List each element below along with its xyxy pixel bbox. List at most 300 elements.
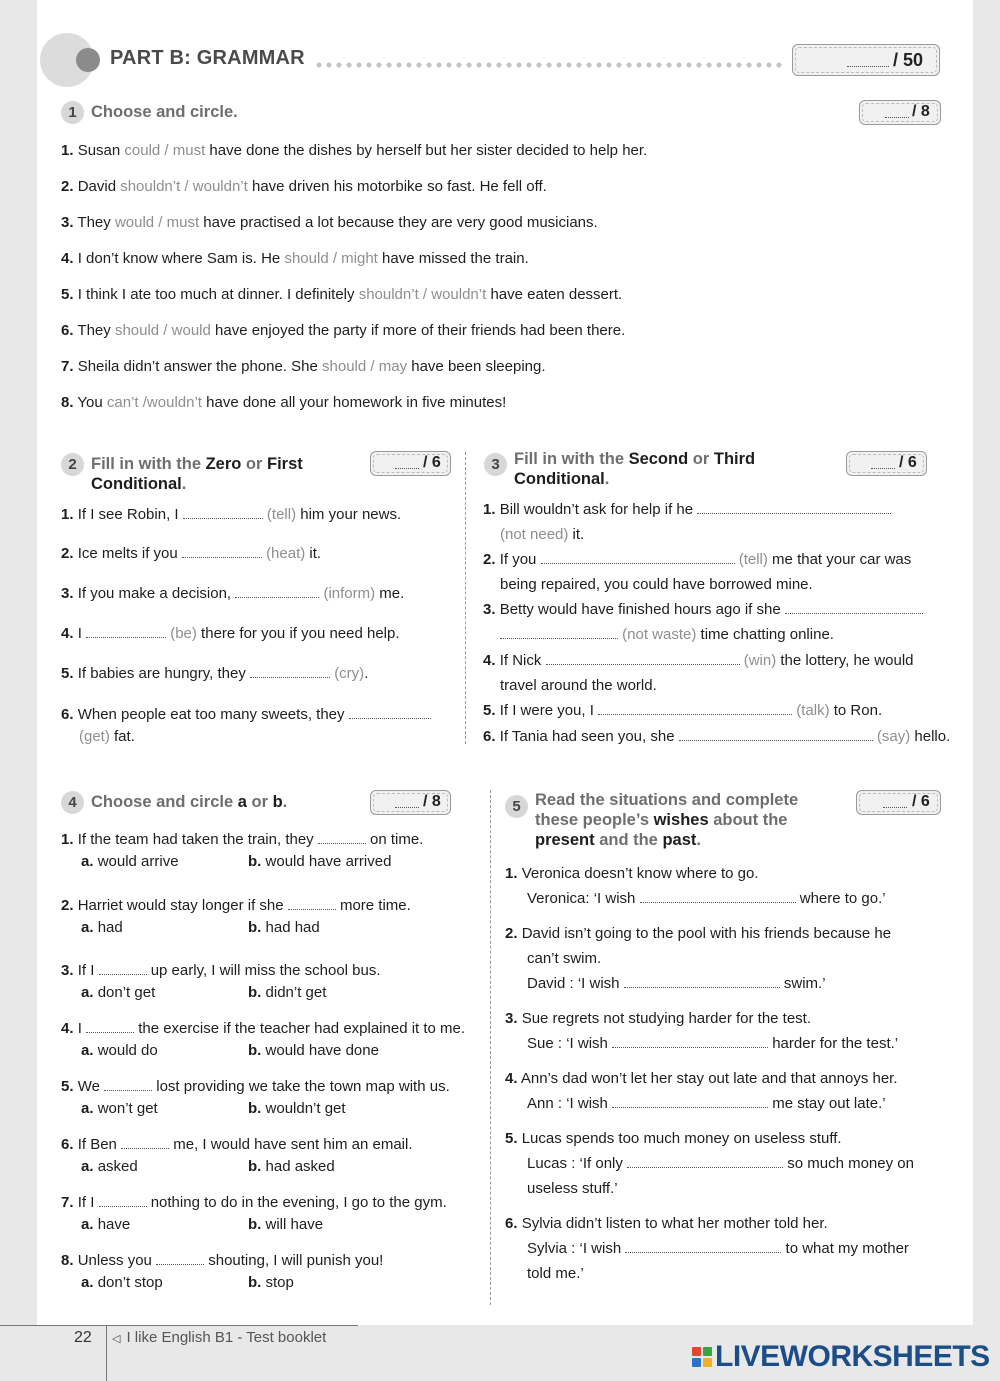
text: swim.’	[779, 975, 826, 992]
exercise-4-item	[61, 831, 423, 848]
text: 2.	[483, 551, 496, 568]
text: Ann’s dad won’t let her stay out late and that annoys her.	[520, 1070, 898, 1087]
answer-blank[interactable]	[250, 666, 330, 678]
option-text: would do	[97, 1042, 158, 1059]
exercise-5-line	[527, 1035, 898, 1052]
item-number: 3.	[61, 585, 74, 602]
answer-blank[interactable]	[182, 546, 262, 558]
option-letter: b.	[248, 1158, 262, 1175]
option-text: didn’t get	[265, 984, 327, 1001]
option-letter: a.	[81, 853, 94, 870]
score-max: / 50	[893, 50, 924, 70]
text: or	[688, 450, 714, 468]
answer-blank[interactable]	[640, 891, 796, 903]
exercise-5-line	[505, 1215, 828, 1232]
item-number: 2.	[61, 178, 74, 195]
option-text: stop	[265, 1274, 294, 1291]
option-text: have	[97, 1216, 131, 1233]
exercise-5-line	[505, 865, 759, 882]
section-1-title: Choose and circle.	[91, 103, 238, 121]
item-text: have driven his motorbike so fast. He fell off.	[247, 178, 547, 195]
item-text: more time.	[335, 897, 411, 914]
item-number: 4.	[61, 625, 74, 642]
section-2-score-box	[370, 451, 451, 476]
option-letter: a.	[81, 1158, 94, 1175]
section-2-title	[91, 454, 351, 494]
answer-blank[interactable]	[612, 1036, 768, 1048]
item-choice-options[interactable]: shouldn’t / wouldn’t	[120, 178, 248, 195]
option-a[interactable]	[81, 919, 123, 936]
footer-divider	[106, 1325, 107, 1381]
option-a[interactable]	[81, 1216, 130, 1233]
answer-blank[interactable]	[99, 1195, 147, 1207]
item-number: 2.	[61, 897, 74, 914]
triangle-left-icon: ◁	[112, 1333, 121, 1345]
text: can’t swim.	[527, 950, 602, 967]
item-number: 3.	[61, 962, 74, 979]
text: .	[181, 475, 187, 493]
item-number: 7.	[61, 1194, 74, 1211]
answer-blank[interactable]	[625, 1241, 781, 1253]
text: Sue regrets not studying harder for the test.	[521, 1010, 812, 1027]
section-4-number: 4	[61, 791, 84, 814]
answer-blank[interactable]	[104, 1079, 152, 1091]
item-choice-options[interactable]: should / would	[114, 322, 211, 339]
option-a[interactable]	[81, 984, 155, 1001]
text: I like English B1 - Test booklet	[126, 1329, 327, 1346]
option-text: would have arrived	[265, 853, 392, 870]
answer-blank[interactable]	[627, 1156, 783, 1168]
item-number: 5.	[505, 1130, 518, 1147]
option-letter: b.	[248, 919, 262, 936]
exercise-3-line	[483, 702, 882, 719]
exercise-4-item	[61, 897, 411, 914]
text: If I were you, I	[499, 702, 599, 719]
score-max: / 8	[912, 103, 930, 120]
logo-square-3	[692, 1358, 701, 1367]
option-a[interactable]	[81, 1274, 163, 1291]
exercise-5-line	[505, 925, 891, 942]
bold-keyword: past	[662, 831, 697, 849]
verb-hint: (heat)	[266, 545, 306, 562]
text: 4.	[483, 652, 496, 669]
exercise-1-item	[61, 286, 622, 303]
text: me stay out late.’	[768, 1095, 886, 1112]
option-b[interactable]	[248, 1274, 294, 1291]
answer-blank[interactable]	[156, 1253, 204, 1265]
text: Bill wouldn’t ask for help if he	[499, 501, 698, 518]
option-letter: a.	[81, 919, 94, 936]
exercise-4-item	[61, 962, 381, 979]
text: Sylvia didn’t listen to what her mother told her.	[521, 1215, 828, 1232]
item-choice-options[interactable]: should / might	[284, 250, 378, 267]
text: harder for the test.’	[768, 1035, 899, 1052]
exercise-3-line	[483, 501, 891, 518]
answer-blank[interactable]	[697, 502, 891, 514]
item-text: When people eat too many sweets, they	[77, 706, 349, 723]
section-5-score-box	[856, 790, 941, 815]
item-text: You	[77, 394, 107, 411]
item-text: the exercise if the teacher had explained it to me.	[134, 1020, 466, 1037]
item-text: have been sleeping.	[407, 358, 546, 375]
text: 6.	[483, 728, 496, 745]
text: 6	[907, 454, 917, 471]
exercise-3-line	[483, 601, 923, 618]
item-text: If I	[77, 962, 99, 979]
bold-keyword: a	[237, 793, 247, 811]
exercise-3-line	[483, 728, 950, 745]
item-number: 4.	[61, 1020, 74, 1037]
item-choice-options[interactable]: should / may	[322, 358, 408, 375]
answer-blank[interactable]	[86, 1021, 134, 1033]
logo-square-4	[703, 1358, 712, 1367]
column-divider	[465, 452, 466, 744]
text: If Nick	[499, 652, 546, 669]
option-a[interactable]	[81, 1100, 158, 1117]
text: Choose and circle	[91, 793, 238, 811]
item-text: I	[77, 1020, 87, 1037]
text: and the	[594, 831, 663, 849]
exercise-5-line	[505, 1070, 898, 1087]
option-b[interactable]	[248, 1158, 335, 1175]
text: If Tania had seen you, she	[499, 728, 679, 745]
item-text: on time.	[365, 831, 424, 848]
footer-rule	[0, 1325, 358, 1326]
bold-keyword: Second	[628, 450, 689, 468]
item-text: Susan	[77, 142, 125, 159]
item-text: .	[364, 665, 369, 682]
option-a[interactable]	[81, 1158, 138, 1175]
section-2-number: 2	[61, 453, 84, 476]
exercise-3-line	[500, 576, 813, 593]
text: .	[604, 470, 610, 488]
option-b[interactable]	[248, 919, 320, 936]
option-a[interactable]	[81, 1042, 158, 1059]
item-text: have done all your homework in five minutes!	[201, 394, 507, 411]
item-number: 4.	[505, 1070, 518, 1087]
option-letter: b.	[248, 853, 262, 870]
verb-hint: (say)	[876, 728, 911, 745]
text: 3.	[483, 601, 496, 618]
header-bullet-icon	[76, 48, 100, 72]
item-text: Unless you	[77, 1252, 157, 1269]
option-b[interactable]	[248, 853, 391, 870]
verb-hint: (not waste)	[622, 626, 697, 643]
answer-blank[interactable]	[86, 626, 166, 638]
text: or	[246, 793, 273, 811]
exercise-4-item	[61, 1020, 465, 1037]
option-letter: a.	[81, 1274, 94, 1291]
item-number: 5.	[61, 286, 74, 303]
exercise-1-item	[61, 178, 547, 195]
item-text: have practised a lot because they are very good musicians.	[199, 214, 598, 231]
text: to Ron.	[829, 702, 883, 719]
item-choice-options[interactable]: shouldn’t / wouldn’t	[358, 286, 487, 303]
answer-blank[interactable]	[349, 707, 431, 719]
section-2-score-input[interactable]	[395, 468, 419, 469]
item-number: 1.	[61, 142, 74, 159]
logo-square-2	[703, 1347, 712, 1356]
text: where to go.’	[795, 890, 886, 907]
option-a[interactable]	[81, 853, 179, 870]
answer-blank[interactable]	[612, 1096, 768, 1108]
section-3-number: 3	[484, 453, 507, 476]
exercise-2-item	[61, 585, 404, 602]
exercise-2-item	[61, 545, 321, 562]
exercise-5-line	[505, 1010, 811, 1027]
verb-hint: (inform)	[323, 585, 376, 602]
verb-hint: (talk)	[796, 702, 830, 719]
text: Ann : ‘I wish	[527, 1095, 613, 1112]
section-3-score-input[interactable]	[871, 468, 895, 469]
score-max: / 6	[899, 454, 917, 471]
item-number: 3.	[61, 214, 74, 231]
exercise-5-line	[527, 1095, 886, 1112]
item-text: I	[77, 625, 87, 642]
option-letter: a.	[81, 1042, 94, 1059]
item-text: have eaten dessert.	[486, 286, 623, 303]
exercise-4-item	[61, 1252, 383, 1269]
item-text: We	[77, 1078, 105, 1095]
text: being repaired, you could have borrowed mine.	[500, 576, 813, 593]
score-max: / 8	[423, 793, 441, 810]
text: the lottery, he would	[776, 652, 914, 669]
text: travel around the world.	[500, 677, 657, 694]
text: told me.’	[527, 1265, 584, 1282]
text: to what my mother	[781, 1240, 909, 1257]
option-text: will have	[265, 1216, 324, 1233]
item-text: lost providing we take the town map with us.	[152, 1078, 450, 1095]
text: 6	[431, 454, 441, 471]
column-divider-2	[490, 790, 491, 1305]
exercise-2-item	[61, 665, 368, 682]
text: David isn’t going to the pool with his friends because he	[521, 925, 892, 942]
option-text: had had	[265, 919, 320, 936]
verb-hint: (be)	[170, 625, 197, 642]
item-number: 7.	[61, 358, 74, 375]
text: hello.	[910, 728, 951, 745]
item-text: They	[77, 214, 115, 231]
answer-blank[interactable]	[541, 552, 735, 564]
item-text: If the team had taken the train, they	[77, 831, 318, 848]
exercise-4-item	[61, 1078, 450, 1095]
section-1-score-box	[859, 100, 941, 125]
text: or	[241, 455, 268, 473]
text: If you	[499, 551, 541, 568]
option-b[interactable]	[248, 1100, 346, 1117]
bold-keyword: Conditional	[514, 470, 605, 488]
bold-keyword: Conditional	[91, 475, 182, 493]
item-number: 5.	[61, 1078, 74, 1095]
exercise-5-line	[505, 1130, 842, 1147]
answer-blank[interactable]	[235, 586, 319, 598]
item-text: have done the dishes by herself but her sister decided to help her.	[205, 142, 648, 159]
section-1-score-input[interactable]	[885, 117, 909, 118]
exercise-2-item	[61, 706, 431, 723]
text: Veronica: ‘I wish	[527, 890, 640, 907]
answer-blank[interactable]	[500, 627, 618, 639]
item-choice-options[interactable]: could / must	[124, 142, 206, 159]
text: .	[696, 831, 701, 849]
item-text: If I see Robin, I	[77, 506, 183, 523]
item-text: Harriet would stay longer if she	[77, 897, 288, 914]
exercise-4-item	[61, 1194, 447, 1211]
text: me that your car was	[767, 551, 912, 568]
section-3-title	[514, 449, 814, 489]
option-text: would have done	[265, 1042, 379, 1059]
item-text: fat.	[109, 728, 135, 745]
exercise-1-item	[61, 394, 506, 411]
exercise-2-item	[61, 506, 401, 523]
text: 1.	[483, 501, 496, 518]
item-choice-options[interactable]: would / must	[114, 214, 200, 231]
answer-blank[interactable]	[288, 898, 336, 910]
answer-blank[interactable]	[121, 1137, 169, 1149]
text: 8	[920, 103, 930, 120]
answer-blank[interactable]	[183, 507, 263, 519]
option-letter: a.	[81, 984, 94, 1001]
item-text: it.	[305, 545, 322, 562]
item-number: 4.	[61, 250, 74, 267]
bold-keyword: wishes	[653, 811, 709, 829]
item-number: 5.	[61, 665, 74, 682]
option-letter: a.	[81, 1216, 94, 1233]
item-text: David	[77, 178, 121, 195]
item-text: shouting, I will punish you!	[204, 1252, 384, 1269]
option-text: had	[97, 919, 123, 936]
exercise-5-line	[527, 950, 601, 967]
item-text: If babies are hungry, they	[77, 665, 251, 682]
exercise-1-item	[61, 358, 546, 375]
item-text: If Ben	[77, 1136, 122, 1153]
exercise-2-item-cont	[79, 728, 135, 745]
item-number: 8.	[61, 1252, 74, 1269]
bold-keyword: present	[535, 831, 595, 849]
answer-blank[interactable]	[785, 602, 923, 614]
bold-keyword: b	[272, 793, 283, 811]
option-b[interactable]	[248, 1042, 379, 1059]
exercise-5-line	[527, 890, 886, 907]
exercise-5-line	[527, 1265, 584, 1282]
item-number: 8.	[61, 394, 74, 411]
exercise-3-line	[483, 652, 914, 669]
text: about the	[708, 811, 788, 829]
exercise-3-line	[483, 551, 911, 568]
answer-blank[interactable]	[99, 963, 147, 975]
item-text: Ice melts if you	[77, 545, 182, 562]
text: 8	[431, 793, 441, 810]
text: David : ‘I wish	[527, 975, 624, 992]
total-score-input[interactable]	[847, 66, 889, 67]
section-4-score-input[interactable]	[395, 807, 419, 808]
option-letter: b.	[248, 984, 262, 1001]
section-4-score-box	[370, 790, 451, 815]
item-choice-options[interactable]: can’t /wouldn’t	[106, 394, 202, 411]
answer-blank[interactable]	[546, 653, 740, 665]
item-text: If you make a decision,	[77, 585, 236, 602]
option-letter: b.	[248, 1216, 262, 1233]
text: 5.	[483, 702, 496, 719]
item-text: I think I ate too much at dinner. I definitely	[77, 286, 359, 303]
section-1-number: 1	[61, 101, 84, 124]
logo-text: LIVEWORKSHEETS	[715, 1340, 990, 1373]
answer-blank[interactable]	[624, 976, 780, 988]
item-text: They	[77, 322, 115, 339]
item-number: 6.	[61, 706, 74, 723]
text: Fill in with the	[91, 455, 206, 473]
text: Fill in with the	[514, 450, 629, 468]
item-number: 2.	[61, 545, 74, 562]
verb-hint: (get)	[79, 728, 110, 745]
text: Lucas spends too much money on useless stuff.	[521, 1130, 842, 1147]
option-letter: a.	[81, 1100, 94, 1117]
text: Veronica doesn’t know where to go.	[521, 865, 759, 882]
section-5-number: 5	[505, 795, 528, 818]
header-dotted-rule	[314, 62, 786, 68]
logo-square-1	[692, 1347, 701, 1356]
page-number: 22	[74, 1329, 92, 1346]
answer-blank[interactable]	[318, 832, 366, 844]
part-title: PART B: GRAMMAR	[110, 47, 305, 69]
text: Lucas : ‘If only	[527, 1155, 628, 1172]
verb-hint: (not need)	[500, 526, 569, 543]
item-number: 3.	[505, 1010, 518, 1027]
option-text: don’t stop	[97, 1274, 163, 1291]
item-text: have enjoyed the party if more of their friends had been there.	[210, 322, 626, 339]
item-text: nothing to do in the evening, I go to the gym.	[146, 1194, 447, 1211]
exercise-1-item	[61, 250, 529, 267]
exercise-1-item	[61, 214, 598, 231]
text: .	[282, 793, 288, 811]
exercise-3-line	[500, 526, 584, 543]
text: Sue : ‘I wish	[527, 1035, 613, 1052]
section-4-title	[91, 792, 287, 812]
exercise-3-line	[500, 626, 834, 643]
exercise-1-item	[61, 142, 647, 159]
item-text: If I	[77, 1194, 99, 1211]
option-text: don’t get	[97, 984, 156, 1001]
exercise-5-line	[527, 1180, 618, 1197]
exercise-4-item	[61, 1136, 413, 1153]
item-number: 2.	[505, 925, 518, 942]
text: Betty would have finished hours ago if she	[499, 601, 785, 618]
answer-blank[interactable]	[679, 729, 873, 741]
answer-blank[interactable]	[598, 703, 792, 715]
text: it.	[568, 526, 585, 543]
section-5-score-input[interactable]	[883, 807, 907, 808]
option-letter: b.	[248, 1100, 262, 1117]
verb-hint: (tell)	[738, 551, 768, 568]
option-text: won’t get	[97, 1100, 158, 1117]
item-number: 6.	[61, 1136, 74, 1153]
option-b[interactable]	[248, 1216, 323, 1233]
text: time chatting online.	[696, 626, 834, 643]
item-number: 1.	[505, 865, 518, 882]
item-text: have missed the train.	[377, 250, 529, 267]
liveworksheets-logo[interactable]	[692, 1340, 990, 1374]
logo-grid-icon	[692, 1347, 712, 1367]
section-3-score-box	[846, 451, 927, 476]
verb-hint: (cry)	[334, 665, 365, 682]
verb-hint: (win)	[743, 652, 777, 669]
total-score-max: 50	[903, 50, 924, 70]
text: Read the situations and complete	[535, 791, 799, 809]
option-b[interactable]	[248, 984, 326, 1001]
exercise-3-line	[500, 677, 657, 694]
option-text: asked	[97, 1158, 138, 1175]
option-text: had asked	[265, 1158, 335, 1175]
text: these people’s	[535, 811, 654, 829]
